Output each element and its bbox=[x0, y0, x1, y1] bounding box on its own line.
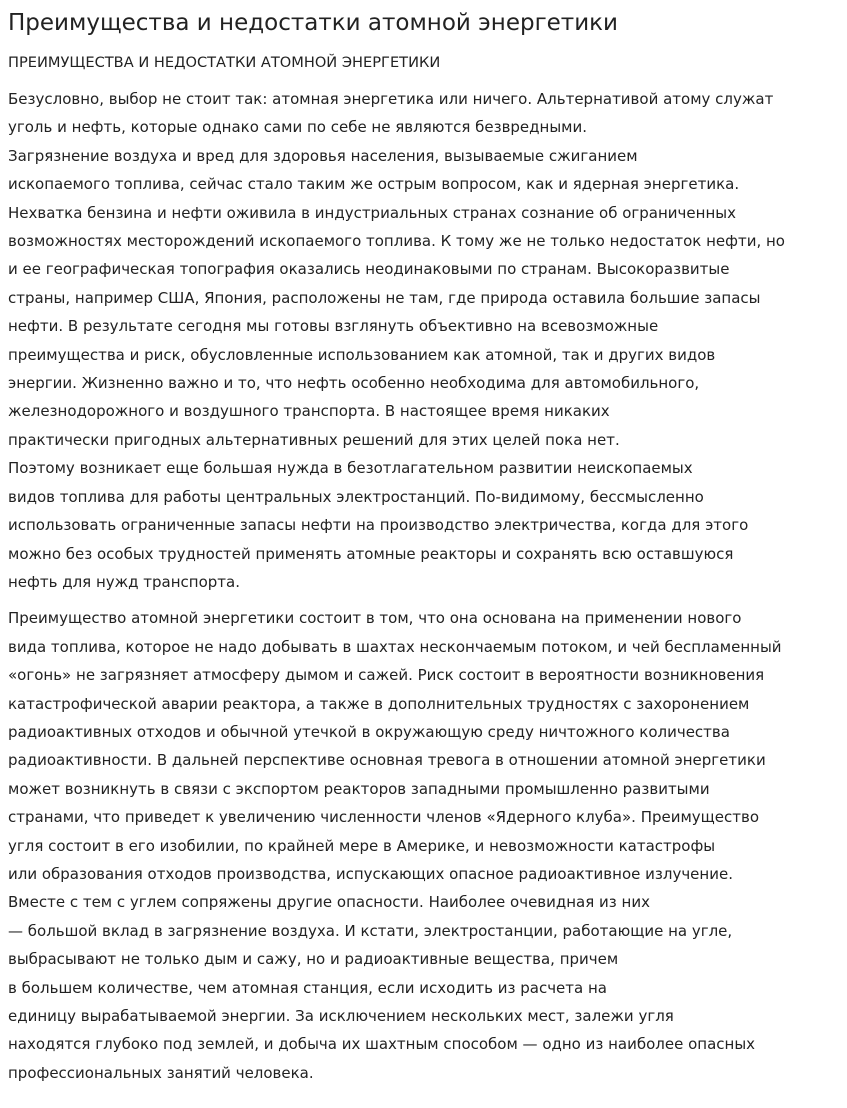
paragraph-line: ископаемого топлива, сейчас стало таким же острым вопросом, как и ядерная энергетика. bbox=[8, 175, 740, 194]
paragraph-line: уголь и нефть, которые однако сами по себе не являются безвредными. bbox=[8, 118, 588, 137]
paragraph-line: видов топлива для работы центральных электростанций. По-видимому, бессмысленно bbox=[8, 487, 704, 506]
paragraph-line: можно без особых трудностей применять атомные реакторы и сохранять всю оставшуюся bbox=[8, 544, 734, 563]
paragraph-line: профессиональных занятий человека. bbox=[8, 1063, 314, 1082]
paragraph-line: вида топлива, которое не надо добывать в шахтах нескончаемым потоком, и чей беспламенный bbox=[8, 637, 782, 656]
paragraph-line: или образования отходов производства, испускающих опасное радиоактивное излучение. bbox=[8, 864, 733, 883]
paragraph-line: Преимущество атомной энергетики состоит в том, что она основана на применении нового bbox=[8, 609, 742, 628]
paragraph-line: и ее географическая топография оказались неодинаковыми по странам. Высокоразвитые bbox=[8, 260, 730, 279]
paragraph-line: «огонь» не загрязняет атмосферу дымом и сажей. Риск состоит в вероятности возникновения bbox=[8, 666, 765, 685]
paragraph-line: использовать ограниченные запасы нефти на производство электричества, когда для этого bbox=[8, 516, 749, 535]
paragraph-line: единицу вырабатываемой энергии. За исключением нескольких мест, залежи угля bbox=[8, 1007, 674, 1025]
paragraph-line: нефти. В результате сегодня мы готовы взглянуть объективно на всевозможные bbox=[8, 317, 659, 336]
paragraph-line: находятся глубоко под землей, и добыча их шахтным способом — одно из наиболее опасных bbox=[8, 1035, 756, 1054]
paragraph-line: преимущества и риск, обусловленные использованием как атомной, так и других видов bbox=[8, 345, 716, 364]
paragraph-line: Вместе с тем с углем сопряжены другие опасности. Наиболее очевидная из них bbox=[8, 893, 650, 912]
paragraph-line: Поэтому возникает еще большая нужда в безотлагательном развитии неископаемых bbox=[8, 459, 693, 478]
article-body bbox=[8, 85, 839, 1087]
paragraph-line: странами, что приведет к увеличению численности членов «Ядерного клуба». Преимущество bbox=[8, 808, 760, 827]
paragraph-line: Нехватка бензина и нефти оживила в индустриальных странах сознание об ограниченных bbox=[8, 203, 736, 222]
article-subheading: ПРЕИМУЩЕСТВА И НЕДОСТАТКИ АТОМНОЙ ЭНЕРГЕТИКИ bbox=[8, 54, 441, 71]
paragraph-line: выбрасывают не только дым и сажу, но и радиоактивные вещества, причем bbox=[8, 950, 619, 969]
paragraph-line: Безусловно, выбор не стоит так: атомная энергетика или ничего. Альтернативой атому служат bbox=[8, 90, 774, 108]
paragraph-line: радиоактивных отходов и обычной утечкой в окружающую среду ничтожного количества bbox=[8, 722, 730, 741]
paragraph-line: в большем количестве, чем атомная станция, если исходить из расчета на bbox=[8, 978, 607, 997]
paragraph-line: нефть для нужд транспорта. bbox=[8, 572, 241, 591]
paragraph-line: катастрофической аварии реактора, а также в дополнительных трудностях с захоронением bbox=[8, 694, 750, 713]
article-paragraph bbox=[8, 604, 839, 1087]
article-paragraph bbox=[8, 85, 839, 596]
page-title: Преимущества и недостатки атомной энергетики bbox=[8, 10, 618, 36]
paragraph-line: радиоактивности. В дальней перспективе основная тревога в отношении атомной энергетики bbox=[8, 751, 766, 770]
paragraph-line: страны, например США, Япония, расположены не там, где природа оставила большие запасы bbox=[8, 288, 761, 307]
paragraph-line: Загрязнение воздуха и вред для здоровья населения, вызываемые сжиганием bbox=[8, 146, 638, 165]
paragraph-line: угля состоит в его изобилии, по крайней мере в Америке, и невозможности катастрофы bbox=[8, 836, 716, 855]
paragraph-line: практически пригодных альтернативных решений для этих целей пока нет. bbox=[8, 430, 620, 449]
paragraph-line: возможностях месторождений ископаемого топлива. К тому же не только недостаток нефти, но bbox=[8, 232, 785, 251]
paragraph-line: железнодорожного и воздушного транспорта. В настоящее время никаких bbox=[8, 402, 610, 421]
paragraph-line: энергии. Жизненно важно и то, что нефть особенно необходима для автомобильного, bbox=[8, 374, 700, 393]
paragraph-line: может возникнуть в связи с экспортом реакторов западными промышленно развитыми bbox=[8, 779, 710, 798]
paragraph-line: — большой вклад в загрязнение воздуха. И кстати, электростанции, работающие на угле, bbox=[8, 921, 733, 940]
